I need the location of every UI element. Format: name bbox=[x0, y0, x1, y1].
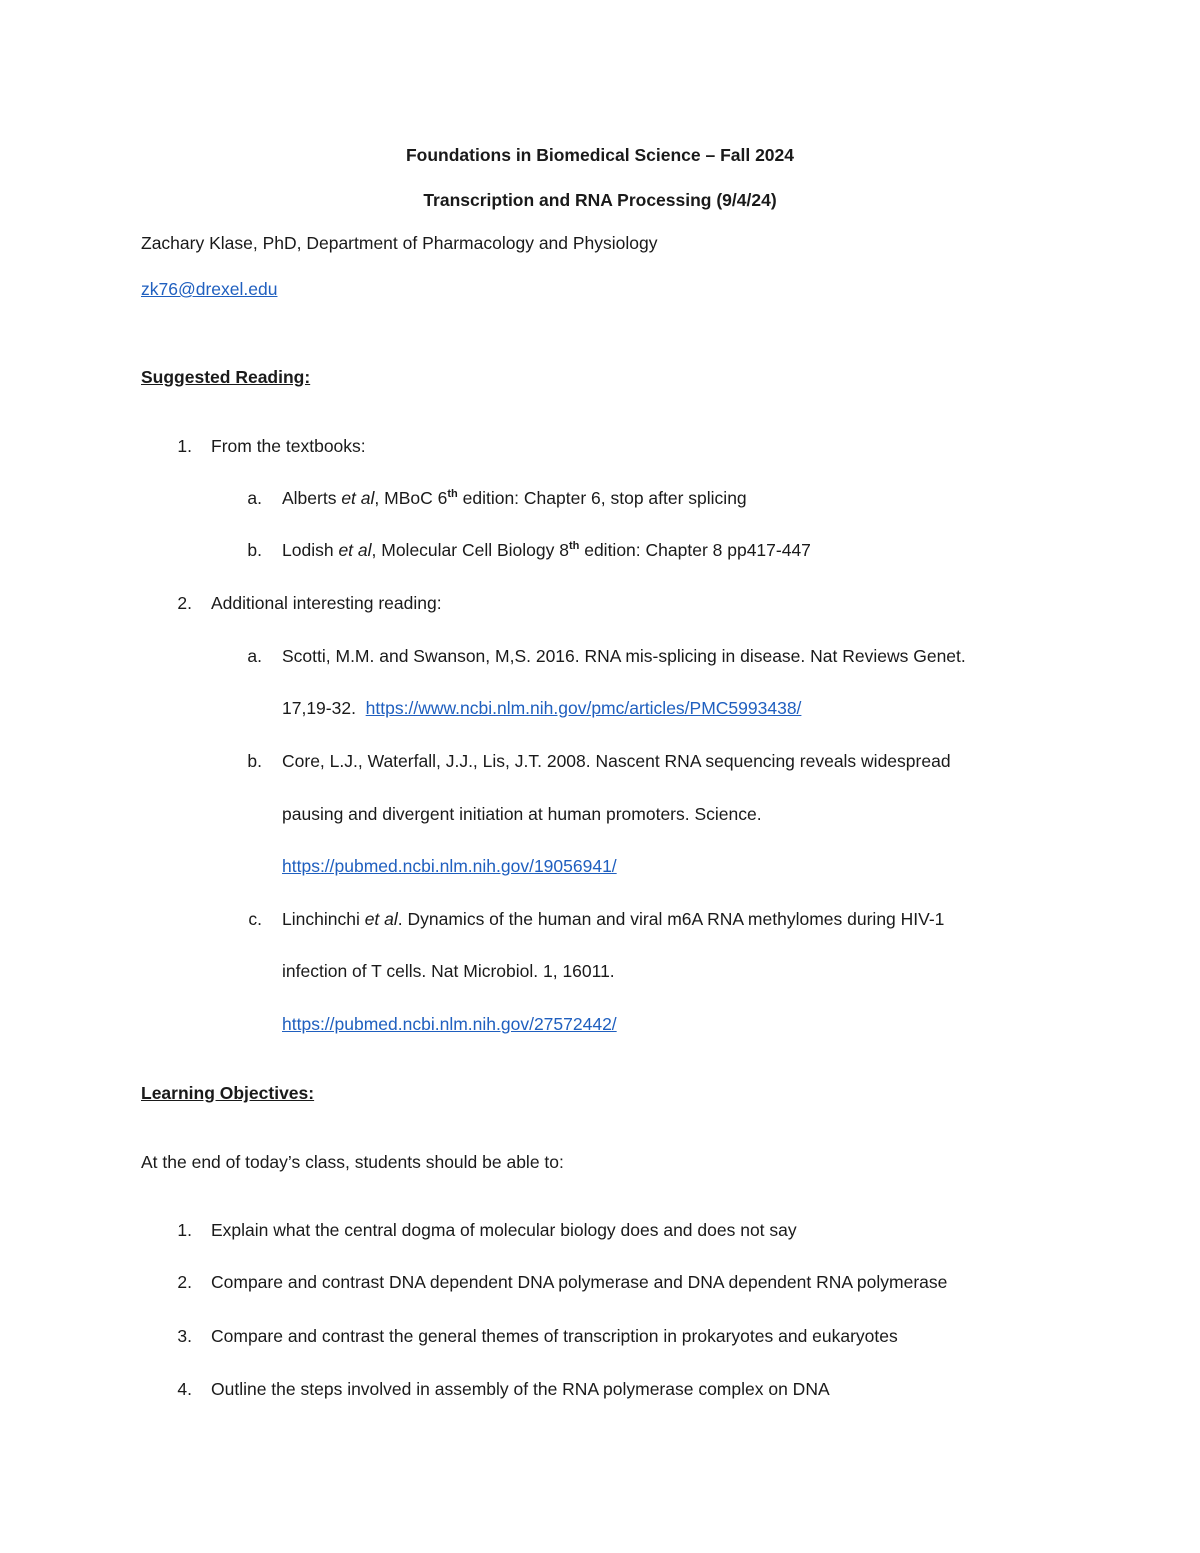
objective-number: 4. bbox=[177, 1379, 192, 1399]
reading-sub-2c-line3 bbox=[282, 1013, 617, 1035]
email-line bbox=[141, 278, 277, 300]
reading-sub-letter: b. bbox=[247, 751, 262, 771]
course-title: Foundations in Biomedical Science – Fall 2024 bbox=[405, 145, 795, 165]
reference-link[interactable]: https://www.ncbi.nlm.nih.gov/pmc/articles/PMC5993438/ bbox=[365, 698, 802, 718]
learning-objectives-heading: Learning Objectives: bbox=[141, 1083, 315, 1103]
instructor-line: Zachary Klase, PhD, Department of Pharmacology and Physiology bbox=[141, 233, 658, 253]
reading-sub-2a-line2: 17,19-32. https://www.ncbi.nlm.nih.gov/pmc/articles/PMC5993438/ bbox=[282, 698, 802, 718]
objective-text: Outline the steps involved in assembly of the RNA polymerase complex on DNA bbox=[211, 1379, 830, 1399]
reading-sub-2b-line3 bbox=[282, 855, 617, 877]
reading-item-number: 2. bbox=[177, 593, 192, 613]
reading-sub-letter: b. bbox=[247, 540, 262, 560]
lecture-title: Transcription and RNA Processing (9/4/24) bbox=[423, 190, 777, 210]
reading-sub-letter: c. bbox=[248, 909, 262, 929]
reading-item-label: Additional interesting reading: bbox=[211, 593, 442, 613]
reading-sub-2b-line2: pausing and divergent initiation at human promoters. Science. bbox=[282, 804, 762, 824]
reading-sub-letter: a. bbox=[247, 646, 262, 666]
reading-sub-2c-line2: infection of T cells. Nat Microbiol. 1, 16011. bbox=[282, 961, 615, 981]
reading-item-number: 1. bbox=[177, 436, 192, 456]
objective-number: 2. bbox=[177, 1272, 192, 1292]
reading-sub-text: Scotti, M.M. and Swanson, M,S. 2016. RNA mis-splicing in disease. Nat Reviews Genet. bbox=[282, 646, 966, 666]
reference-link[interactable]: https://pubmed.ncbi.nlm.nih.gov/19056941/ bbox=[282, 856, 617, 876]
reading-sub-text: Lodish et al, Molecular Cell Biology 8th edition: Chapter 8 pp417-447 bbox=[282, 540, 811, 560]
reading-sub-letter: a. bbox=[247, 488, 262, 508]
objective-text: Compare and contrast DNA dependent DNA polymerase and DNA dependent RNA polymerase bbox=[211, 1272, 948, 1292]
objective-number: 3. bbox=[177, 1326, 192, 1346]
reference-link[interactable]: https://pubmed.ncbi.nlm.nih.gov/27572442/ bbox=[282, 1014, 617, 1034]
objective-text: Compare and contrast the general themes of transcription in prokaryotes and eukaryotes bbox=[211, 1326, 898, 1346]
suggested-reading-heading: Suggested Reading: bbox=[141, 367, 311, 387]
reading-sub-text: Alberts et al, MBoC 6th edition: Chapter 6, stop after splicing bbox=[282, 488, 747, 508]
reading-sub-text: Linchinchi et al. Dynamics of the human and viral m6A RNA methylomes during HIV-1 bbox=[282, 909, 945, 929]
reading-item-label: From the textbooks: bbox=[211, 436, 366, 456]
objectives-intro: At the end of today’s class, students should be able to: bbox=[141, 1152, 564, 1172]
reading-sub-text: Core, L.J., Waterfall, J.J., Lis, J.T. 2008. Nascent RNA sequencing reveals widespread bbox=[282, 751, 951, 771]
objective-number: 1. bbox=[177, 1220, 192, 1240]
email-link[interactable]: zk76@drexel.edu bbox=[141, 279, 278, 299]
objective-text: Explain what the central dogma of molecular biology does and does not say bbox=[211, 1220, 797, 1240]
